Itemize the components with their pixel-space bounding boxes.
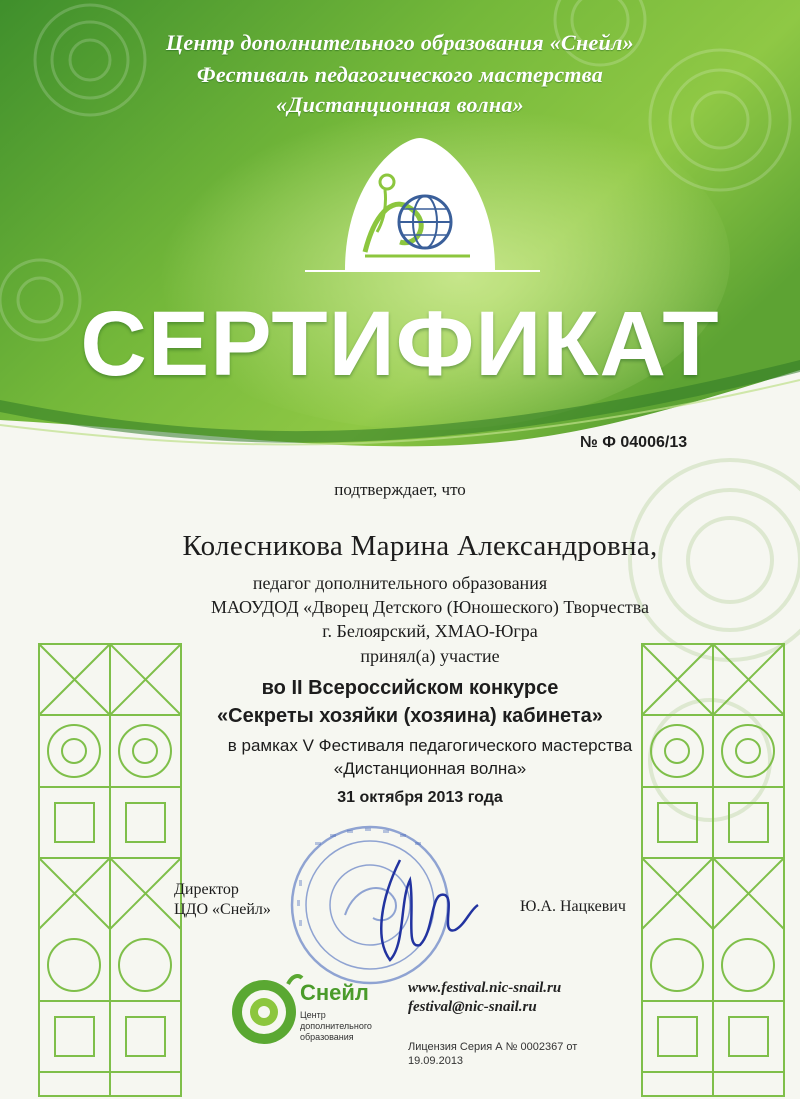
director-signature xyxy=(360,850,480,970)
festival-line: Фестиваль педагогического мастерства xyxy=(196,62,604,87)
festival-logo xyxy=(345,152,495,270)
director-line-2: ЦДО «Снейл» xyxy=(174,901,271,918)
signer-name: Ю.А. Нацкевич xyxy=(520,898,626,915)
festival-name-line: «Дистанционная волна» xyxy=(276,92,524,117)
brand-name: Снейл xyxy=(300,980,369,1005)
director-line-1: Директор xyxy=(174,881,239,898)
recipient-position: педагог дополнительного образования xyxy=(252,573,548,593)
confirms-text: подтверждает, что xyxy=(334,480,466,499)
organizer-line: Центр дополнительного образования «Снейл» xyxy=(166,30,634,55)
email-link[interactable]: festival@nic-snail.ru xyxy=(408,999,537,1015)
recipient-city: г. Белоярский, ХМАО-Югра xyxy=(322,621,538,641)
contest-name: «Секреты хозяйки (хозяина) кабинета» xyxy=(217,705,603,727)
certificate-number: № Ф 04006/13 xyxy=(580,434,688,451)
license-text: Лицензия Серия А № 0002367 от 19.09.2013 xyxy=(408,1041,578,1067)
certificate-date: 31 октября 2013 года xyxy=(337,789,503,806)
snail-logo-icon xyxy=(226,968,308,1050)
festival-context: в рамках V Фестиваля педагогического мастерства xyxy=(227,736,633,755)
recipient-organization: МАОУДОД «Дворец Детского (Юношеского) Творчества xyxy=(210,597,650,617)
certificate-title: СЕРТИФИКАТ xyxy=(80,293,720,395)
contest-title: во II Всероссийском конкурсе xyxy=(261,677,559,699)
recipient-name: Колесникова Марина Александровна, xyxy=(182,530,658,562)
director-title xyxy=(174,880,271,920)
festival-name: «Дистанционная волна» xyxy=(333,759,527,778)
website-link[interactable]: www.festival.nic-snail.ru xyxy=(408,980,562,996)
brand-subtitle: Центр дополнительного образования xyxy=(300,1010,372,1042)
participation-text: принял(а) участие xyxy=(360,646,500,666)
